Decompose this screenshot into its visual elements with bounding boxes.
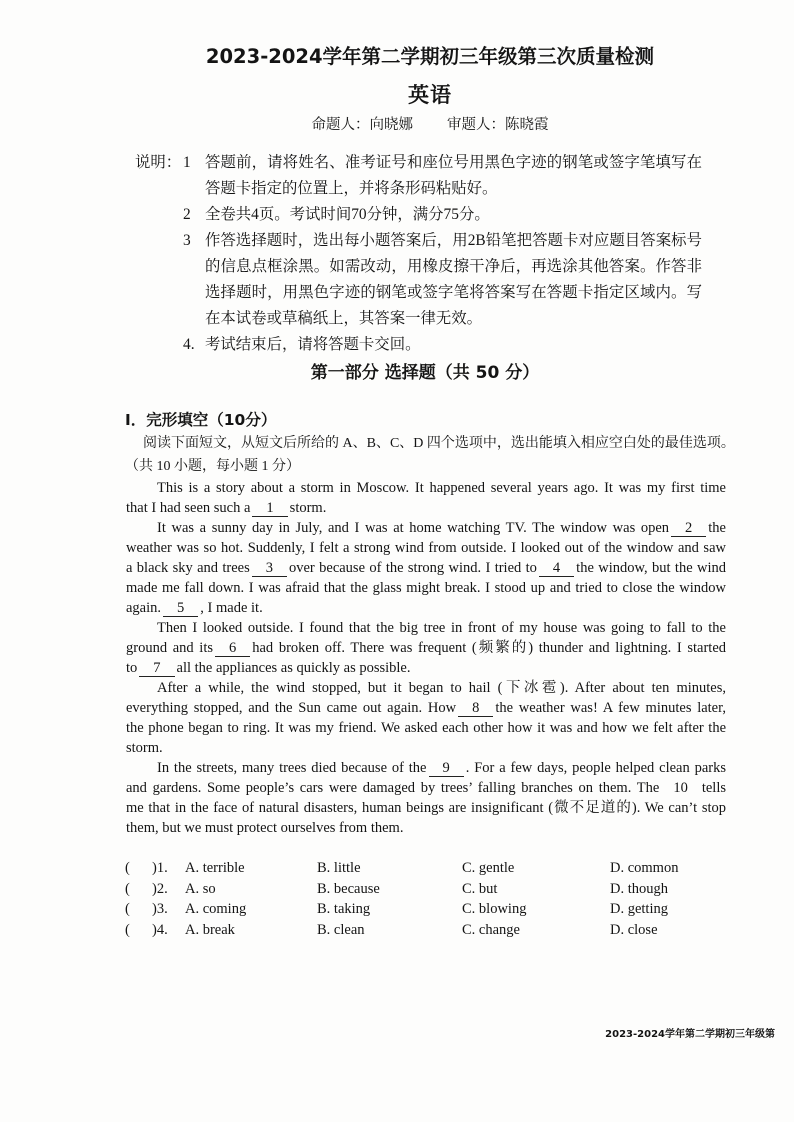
- passage-line: [126, 478, 726, 498]
- instruction-line: 选择题时，用黑色字迹的钢笔或签字笔将答案写在答题卡指定区域内。写: [205, 284, 702, 301]
- answer-bracket-open: (: [125, 860, 130, 876]
- answer-bracket-open: (: [125, 880, 130, 897]
- instruction-line: 作答选择题时，选出每小题答案后，用2B铅笔把答题卡对应题目答案标号: [205, 232, 702, 249]
- instruction-item: [135, 228, 725, 332]
- passage-text: storm.: [289, 500, 327, 516]
- passage-text: It was a sunny day in July, and I was at home watching TV. The window was open: [157, 520, 670, 536]
- passage-text: over because of the strong wind. I tried to: [289, 560, 537, 576]
- choice-c: C. change: [462, 921, 520, 938]
- blank-8: 8: [458, 701, 493, 717]
- choice-b: B. because: [317, 880, 380, 897]
- blank-4: 4: [539, 561, 574, 577]
- instruction-number: 1: [183, 154, 191, 171]
- blank-7: 7: [139, 661, 174, 677]
- choice-b: B. little: [317, 860, 361, 876]
- passage-line: [126, 758, 726, 778]
- passage-text: the phone began to ring. It was my friend. We asked each other how it was and how we felt after the: [126, 720, 726, 736]
- passage-line: [126, 638, 726, 658]
- passage-text: made me fall down. I was afraid that the glass might break. I stood up and tried to close the window: [126, 580, 726, 596]
- passage-text: storm.: [126, 740, 163, 756]
- choice-c: C. blowing: [462, 901, 527, 918]
- passage-line: [126, 598, 726, 618]
- passage-text: ground and its: [126, 640, 213, 656]
- passage-text: a black sky and trees: [126, 560, 250, 576]
- instruction-line: 在本试卷或草稿纸上，其答案一律无效。: [205, 310, 483, 327]
- choice-d: D. common: [610, 860, 679, 876]
- passage-text: to: [126, 660, 138, 676]
- passage-text: . For a few days, people helped clean parks: [465, 760, 726, 776]
- passage-line: [126, 718, 726, 738]
- part-one-heading: 第一部分 选择题（共 50 分）: [310, 363, 540, 383]
- passage-text: tells: [701, 780, 726, 796]
- question-number: [152, 858, 168, 879]
- cloze-passage: [126, 478, 726, 838]
- page-footer: 2023-2024学年第二学期初三年级第: [605, 1029, 775, 1040]
- instruction-number: 2: [183, 206, 191, 223]
- passage-text: them, but we must protect ourselves from them.: [126, 820, 404, 836]
- passage-paragraph: [126, 518, 726, 618]
- choice-c: C. but: [462, 880, 498, 897]
- passage-line: [126, 678, 726, 698]
- instructions: [135, 150, 725, 358]
- choice-b: B. clean: [317, 921, 365, 938]
- passage-line: [126, 738, 726, 758]
- passage-text: had broken off. There was frequent (频繁的) thunder and lightning. I started: [252, 640, 727, 656]
- passage-line: [126, 518, 726, 538]
- choice-d: D. getting: [610, 901, 668, 918]
- instruction-number: 4.: [183, 336, 195, 353]
- instruction-item: [135, 150, 725, 202]
- instruction-line: 答题前，请将姓名、准考证号和座位号用黑色字迹的钢笔或签字笔填写在: [205, 154, 702, 171]
- passage-line: [126, 778, 726, 798]
- reviewer-name: 审题人：陈晓霞: [447, 117, 549, 133]
- passage-text: After a while, the wind stopped, but it began to hail (下冰雹). After about ten minutes,: [157, 680, 726, 696]
- choice-a: A. coming: [185, 901, 247, 918]
- blank-9: 9: [429, 761, 464, 777]
- passage-text: me that in the face of natural disasters, human beings are insignificant (微不足道的). We can’t stop: [126, 800, 726, 816]
- choice-d: D. close: [610, 921, 658, 938]
- question-number: [152, 879, 168, 900]
- passage-text: In the streets, many trees died because of the: [157, 760, 427, 776]
- answer-bracket-open: (: [125, 901, 130, 918]
- passage-line: [126, 818, 726, 838]
- passage-line: [126, 698, 726, 718]
- passage-text: that I had seen such a: [126, 500, 251, 516]
- blank-6: 6: [215, 641, 250, 657]
- question-number-text: 2.: [156, 880, 168, 897]
- choice-b: B. taking: [317, 901, 371, 918]
- passage-text: This is a story about a storm in Moscow. It happened several years ago. It was my first time: [157, 480, 726, 496]
- passage-line: [126, 578, 726, 598]
- option-row: [125, 899, 775, 920]
- question-number: [152, 920, 168, 941]
- answer-bracket-open: (: [125, 921, 130, 938]
- passage-line: [126, 798, 726, 818]
- option-row: [125, 858, 775, 879]
- blank-5: 5: [163, 601, 198, 617]
- question-number-text: 4.: [156, 921, 168, 938]
- staff-line: [66, 113, 794, 137]
- passage-paragraph: [126, 618, 726, 678]
- passage-text: , I made it.: [200, 600, 263, 616]
- choice-a: A. terrible: [185, 860, 245, 876]
- passage-paragraph: [126, 758, 726, 838]
- passage-line: [126, 498, 726, 518]
- passage-line: [126, 618, 726, 638]
- blank-10: 10: [673, 780, 688, 796]
- passage-text: everything stopped, and the Sun came out again. How: [126, 700, 457, 716]
- question-number: [152, 899, 168, 920]
- exam-title: 2023-2024学年第二学期初三年级第三次质量检测: [205, 45, 655, 68]
- instruction-line: 考试结束后，请将答题卡交回。: [205, 336, 421, 353]
- instructions-label: 说明：: [135, 154, 182, 171]
- passage-text: weather was so hot. Suddenly, I felt a strong wind from outside. I looked out of the window and saw: [126, 540, 726, 556]
- passage-text: the window, but the wind: [576, 560, 726, 576]
- choice-c: C. gentle: [462, 860, 515, 876]
- question-number-text: 3.: [156, 901, 168, 918]
- passage-paragraph: [126, 678, 726, 758]
- blank-3: 3: [252, 561, 287, 577]
- section-directions-note: （共 10 小题，每小题 1 分）: [125, 459, 300, 474]
- subject-title: 英语: [408, 83, 452, 107]
- passage-text: the weather was! A few minutes later,: [495, 700, 726, 716]
- blank-2: 2: [671, 521, 706, 537]
- instruction-item: [135, 202, 725, 228]
- passage-text: the: [708, 520, 726, 536]
- choice-a: A. so: [185, 880, 216, 897]
- option-row: [125, 879, 775, 900]
- passage-line: [126, 658, 726, 678]
- answer-bracket-close: ): [152, 901, 157, 918]
- section-directions: 阅读下面短文，从短文后所给的 A、B、C、D 四个选项中，选出能填入相应空白处的最佳选项。: [143, 436, 735, 451]
- passage-text: all the appliances as quickly as possible.: [176, 660, 411, 676]
- passage-paragraph: [126, 478, 726, 518]
- question-number-text: 1.: [156, 860, 168, 876]
- passage-text: Then I looked outside. I found that the big tree in front of my house was going to fall to the: [157, 620, 726, 636]
- setter-name: 命题人：向晓娜: [311, 117, 413, 133]
- answer-bracket-close: ): [152, 921, 157, 938]
- choice-a: A. break: [185, 921, 235, 938]
- instruction-line: 全卷共4页。考试时间70分钟，满分75分。: [205, 206, 490, 223]
- instruction-item: [135, 332, 725, 358]
- choice-d: D. though: [610, 880, 668, 897]
- passage-line: [126, 538, 726, 558]
- instruction-line: 答题卡指定的位置上，并将条形码粘贴好。: [205, 180, 498, 197]
- section-title: I．完形填空（10分）: [125, 411, 277, 429]
- passage-text: again.: [126, 600, 162, 616]
- passage-text: and gardens. Some people’s cars were damaged by trees’ falling branches on them. The: [126, 780, 660, 796]
- answer-bracket-close: ): [152, 880, 157, 897]
- blank-1: 1: [252, 501, 287, 517]
- answer-bracket-close: ): [152, 860, 157, 876]
- instruction-number: 3: [183, 232, 191, 249]
- option-row: [125, 920, 775, 941]
- instruction-line: 的信息点框涂黑。如需改动，用橡皮擦干净后，再选涂其他答案。作答非: [205, 258, 702, 275]
- answer-options: [125, 858, 775, 940]
- passage-line: [126, 558, 726, 578]
